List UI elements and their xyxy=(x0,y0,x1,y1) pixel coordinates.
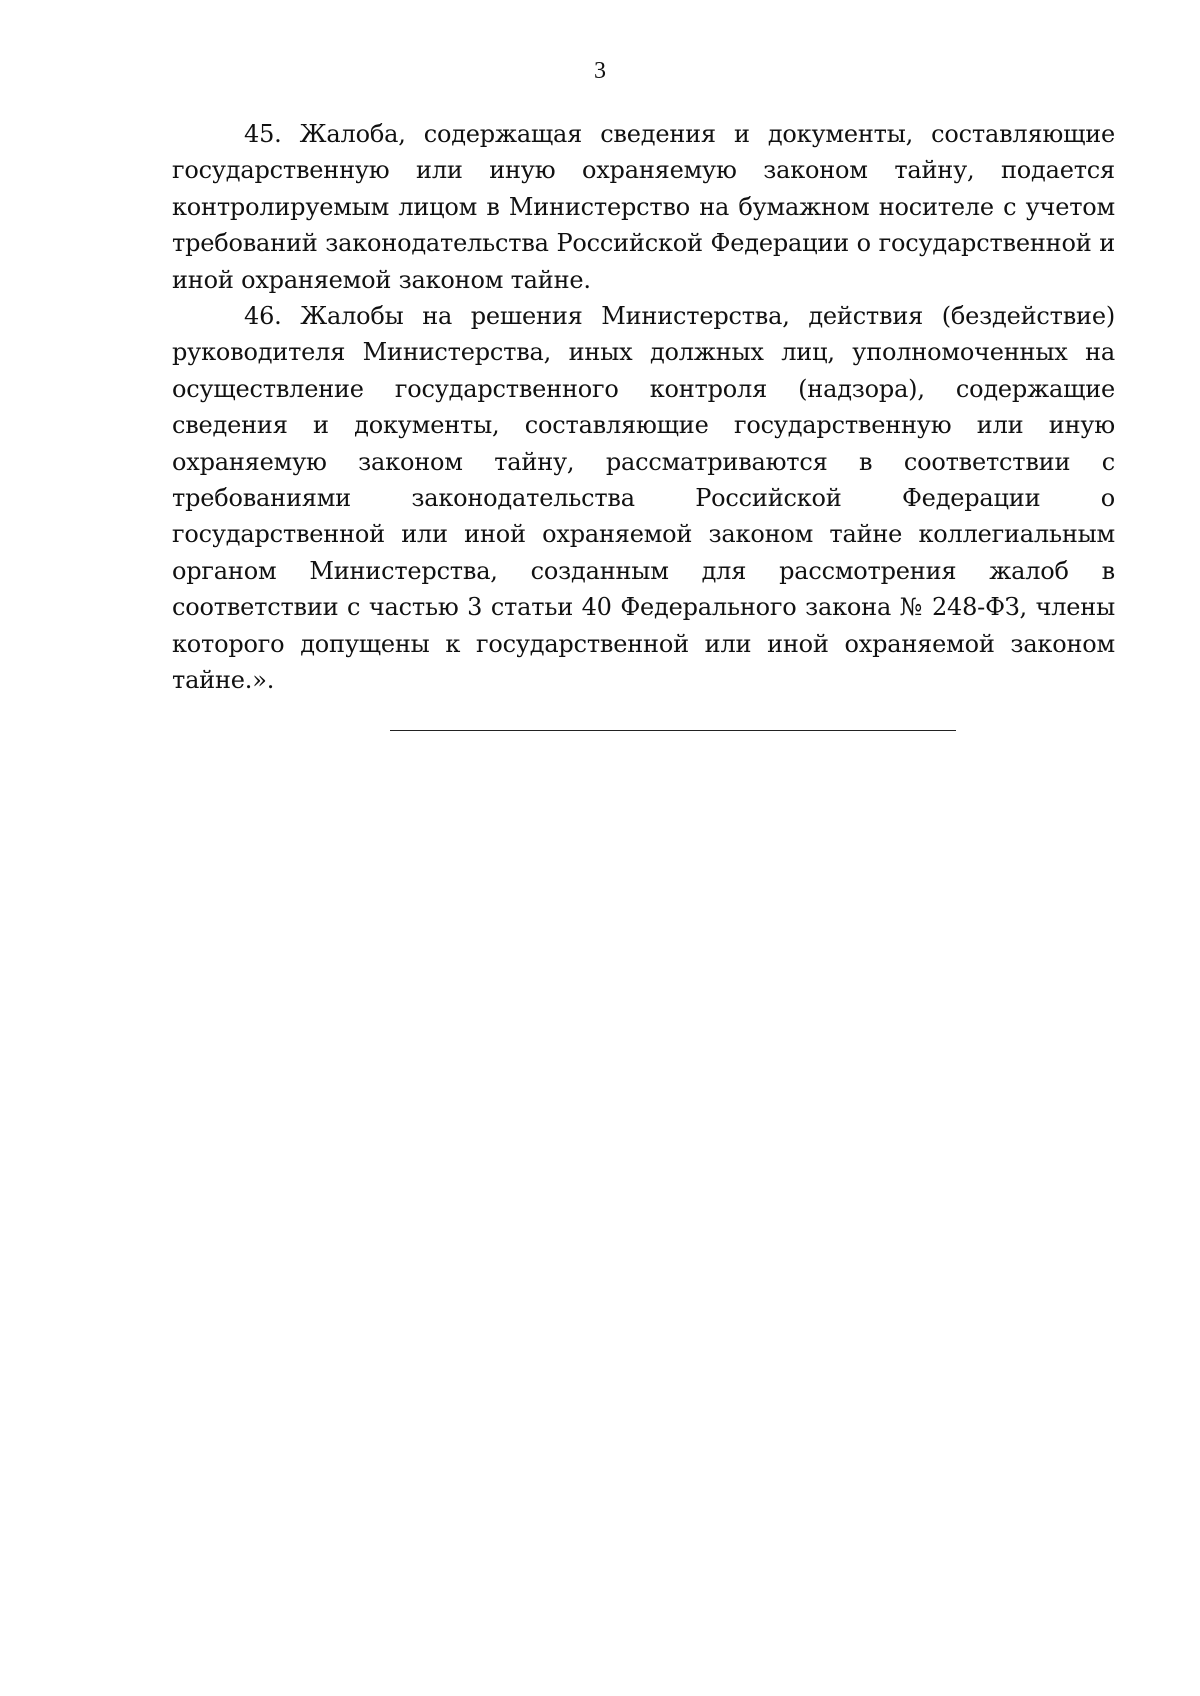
paragraph-46: 46. Жалобы на решения Министерства, действия (бездействие) руководителя Министерства, иных должных лиц, уполномоченных на осуществление государственного контроля (надзора), содержащие сведения и документы, составляющие государственную или иную охраняемую законом тайну, рассматриваются в соответствии с требованиями законодательства Российской Федерации о государственной или иной охраняемой законом тайне коллегиальным органом Министерства, созданным для рассмотрения жалоб в соответствии с частью 3 статьи 40 Федерального закона № 248-ФЗ, члены которого допущены к государственной или иной охраняемой законом тайне.». xyxy=(172,302,1115,695)
page-number: 3 xyxy=(594,58,606,84)
end-of-document-rule xyxy=(390,730,956,731)
document-body xyxy=(172,116,1115,699)
paragraph-45: 45. Жалоба, содержащая сведения и документы, составляющие государственную или иную охраняемую законом тайну, подается контролируемым лицом в Министерство на бумажном носителе с учетом требований законодательства Российской Федерации о государственной и иной охраняемой законом тайне. xyxy=(172,120,1115,294)
